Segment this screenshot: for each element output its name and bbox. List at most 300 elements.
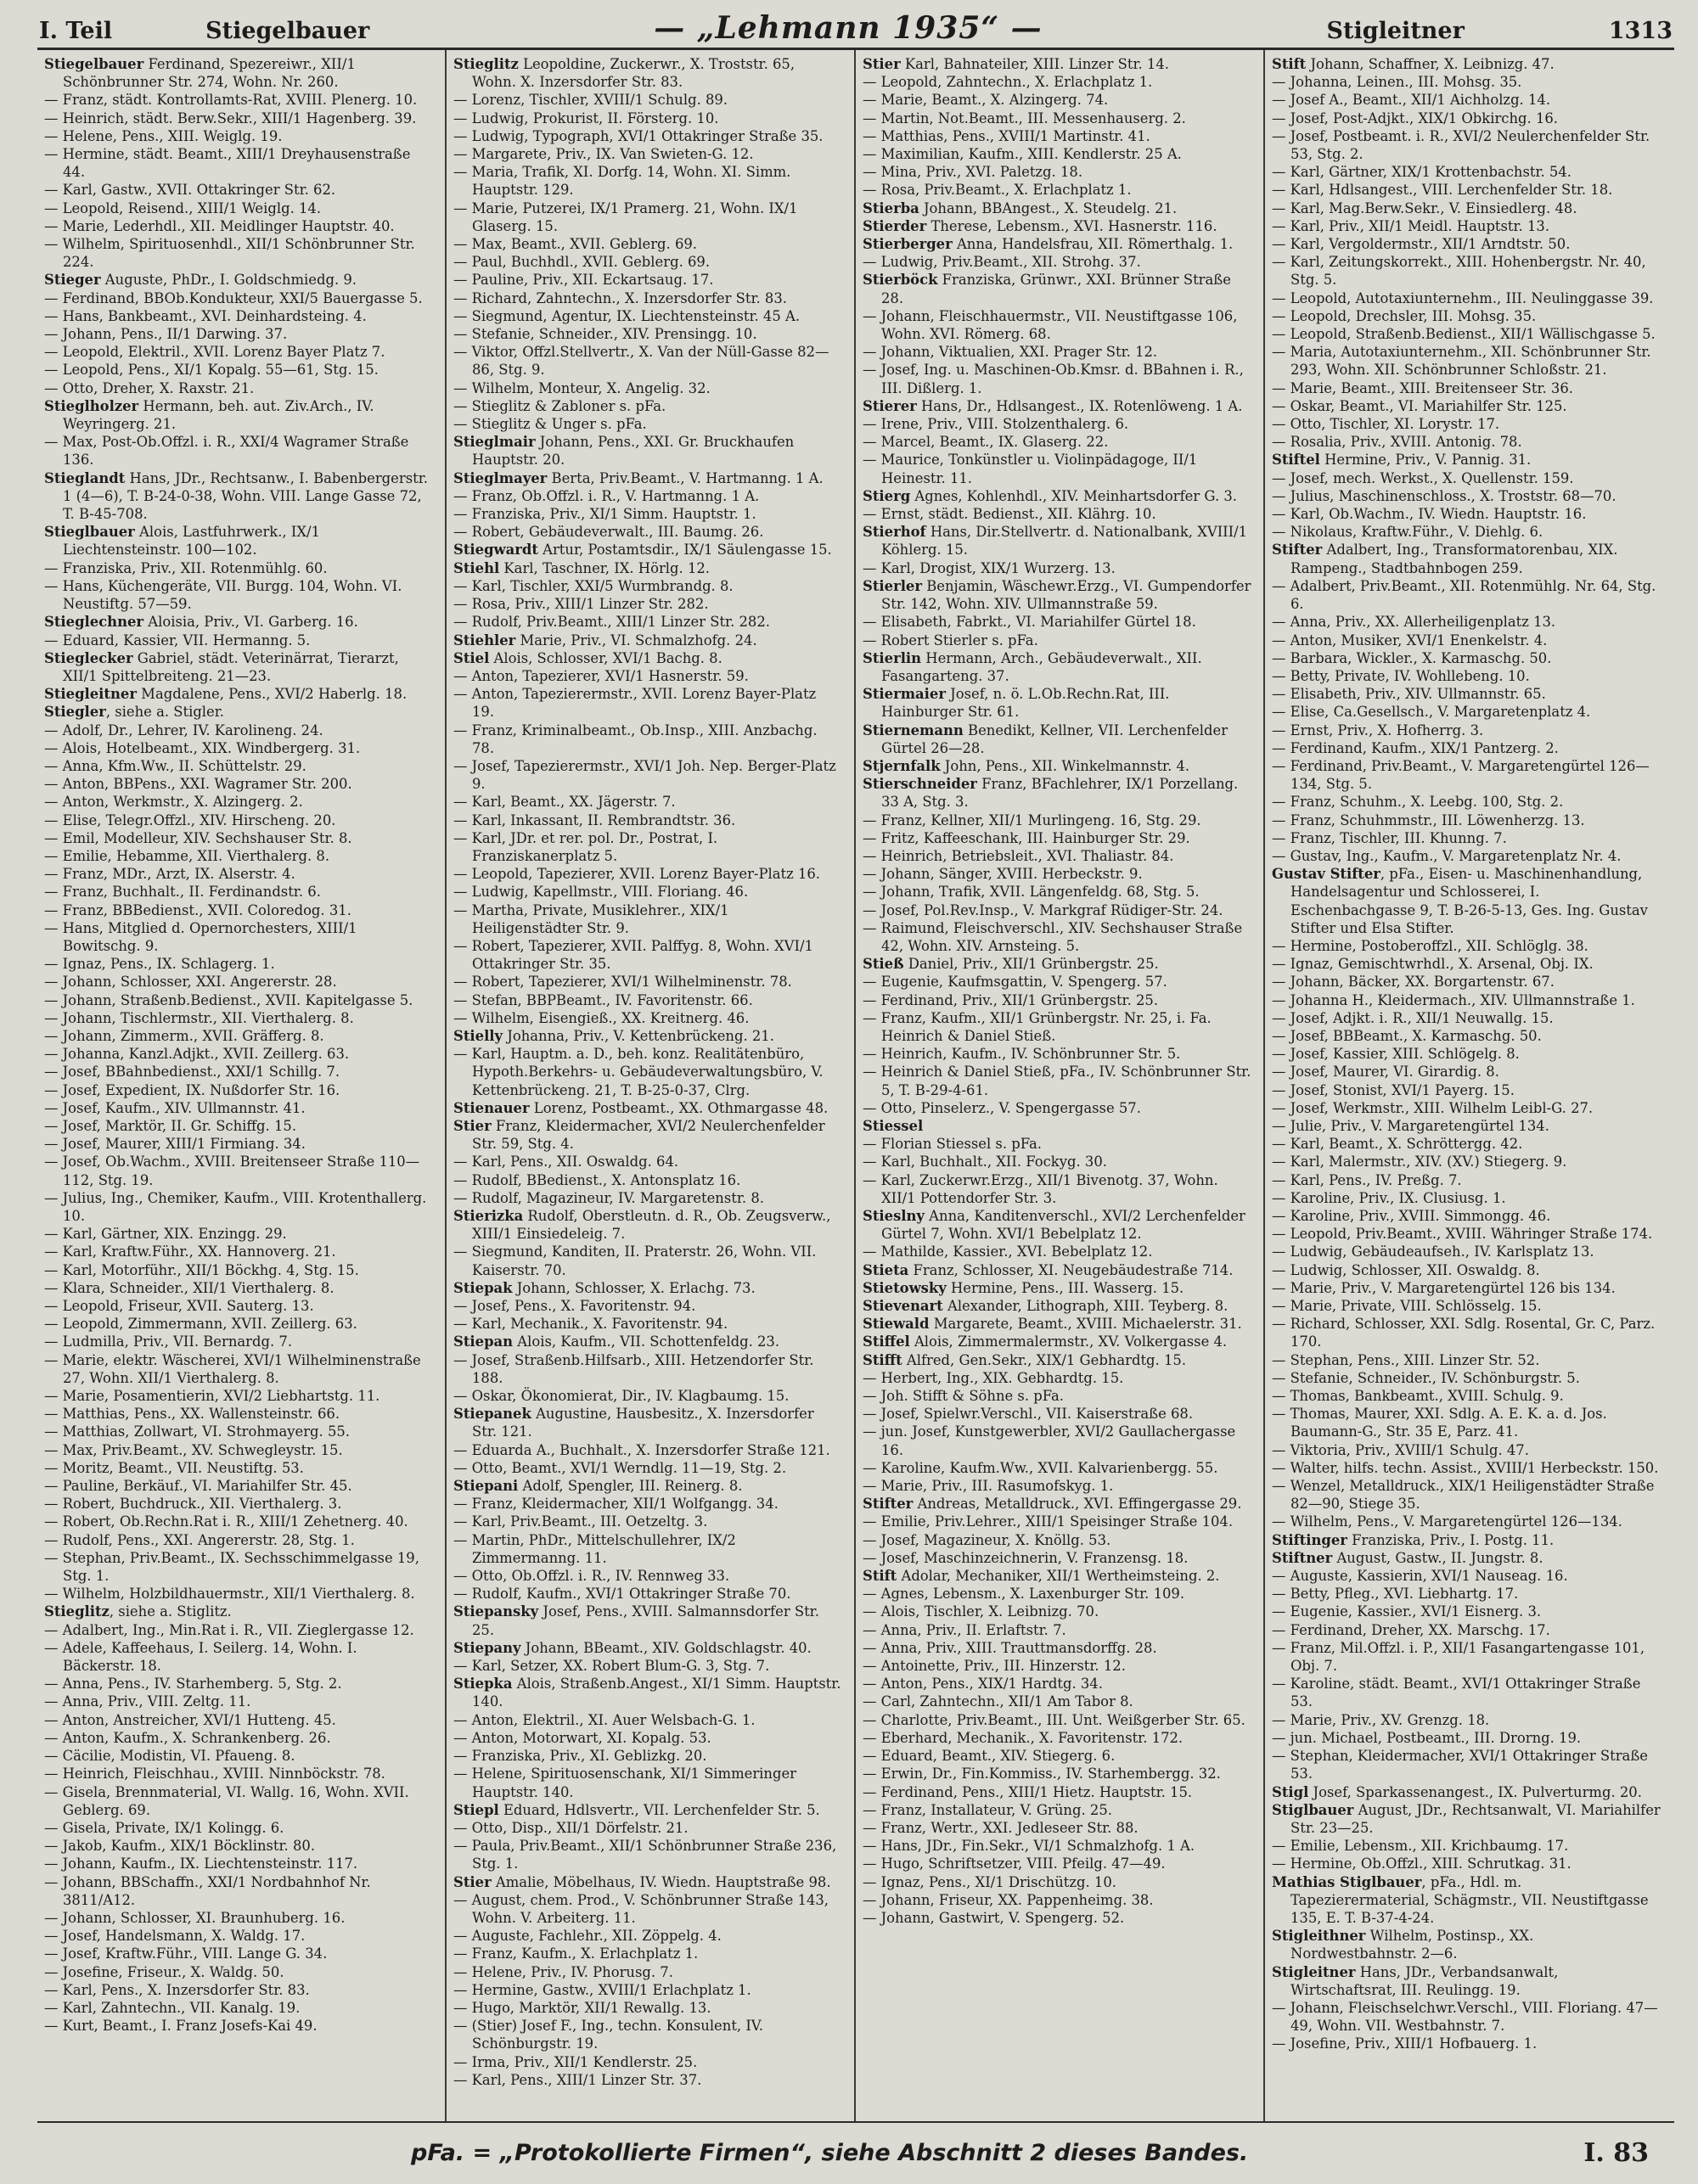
entry-details: — Alois, Hotelbeamt., XIX. Windbergerg. 31. <box>44 739 361 756</box>
directory-entry <box>44 523 433 559</box>
entry-details: — Gisela, Brennmaterial, VI. Wallg. 16, Wohn. XVII. Geblerg. 69. <box>44 1783 409 1818</box>
entry-details: — Heinrich, Kaufm., IV. Schönbrunner Str. 5. <box>863 1046 1181 1063</box>
directory-entry <box>863 1549 1251 1567</box>
directory-entry <box>453 2071 842 2089</box>
entry-details: Andreas, Metalldruck., XVI. Effingergasse 29. <box>913 1496 1242 1513</box>
entry-details: — Stephan, Kleidermacher, XVI/1 Ottakringer Straße 53. <box>1272 1748 1648 1783</box>
entry-details: Agnes, Kohlenhdl., XIV. Meinhartsdorfer G. 3. <box>910 487 1237 504</box>
entry-details: — Emilie, Hebamme, XII. Vierthalerg. 8. <box>44 847 330 864</box>
directory-entry <box>1272 397 1662 415</box>
directory-entry <box>1272 2035 1662 2052</box>
entry-details: Lorenz, Postbeamt., XX. Othmargasse 48. <box>529 1099 829 1116</box>
entry-details: — Karl, Priv.Beamt., III. Oetzeltg. 3. <box>453 1513 708 1530</box>
entry-details: — Pauline, Berkäuf., VI. Mariahilfer Str. 45. <box>44 1478 352 1495</box>
directory-entry <box>863 991 1251 1009</box>
directory-entry <box>863 1855 1251 1872</box>
entry-details: — Kurt, Beamt., I. Franz Josefs-Kai 49. <box>44 2018 318 2035</box>
entry-details: — Herbert, Ing., XIX. Gebhardtg. 15. <box>863 1369 1124 1386</box>
entry-surname: Stiftel <box>1272 452 1320 469</box>
directory-entry <box>453 937 842 973</box>
entry-surname: Stienauer <box>453 1099 530 1116</box>
entry-details: — Leopold, Drechsler, III. Mohsg. 35. <box>1272 307 1537 324</box>
entry-details: — Karl, Hdlsangest., VIII. Lerchenfelder Str. 18. <box>1272 182 1613 199</box>
entry-details: Auguste, PhDr., I. Goldschmiedg. 9. <box>100 272 357 289</box>
entry-details: Magdalene, Pens., XVI/2 Haberlg. 18. <box>136 686 408 703</box>
directory-entry <box>44 973 433 991</box>
entry-details: Franz, Schlosser, XI. Neugebäudestraße 714. <box>908 1261 1234 1278</box>
entry-details: , pFa., Hdl. m. Tapezierermaterial, Schägmstr., VII. Neustiftgasse 135, E. T. B-37-4-24. <box>1290 1873 1649 1926</box>
directory-entry <box>1272 613 1662 631</box>
directory-entry <box>1272 1063 1662 1081</box>
entry-details: — Marie, Putzerei, IX/1 Pramerg. 21, Wohn. IX/1 Glaserg. 15. <box>453 199 798 234</box>
entry-details: — Paul, Buchhdl., XVII. Geblerg. 69. <box>453 254 711 271</box>
entry-surname: Stier <box>453 1873 492 1890</box>
directory-entry <box>44 1045 433 1063</box>
entry-details: — Matthias, Zollwart, VI. Strohmayerg. 55. <box>44 1423 351 1440</box>
directory-entry <box>1272 451 1662 469</box>
entry-surname: Stiegleitner <box>44 686 137 703</box>
entry-details: — Karl, Setzer, XX. Robert Blum-G. 3, Stg. 7. <box>453 1658 770 1675</box>
entry-details: — jun. Josef, Kunstgewerbler, XVI/2 Gaullachergasse 16. <box>863 1423 1236 1458</box>
directory-entry <box>453 1567 842 1585</box>
directory-entry <box>863 1045 1251 1063</box>
directory-entry <box>44 649 433 685</box>
entry-details: — Stefanie, Schneider., XIV. Prensingg. 10. <box>453 326 757 343</box>
entry-details: — Johanna, Leinen., III. Mohsg. 35. <box>1272 74 1522 91</box>
directory-entry <box>1272 1027 1662 1045</box>
directory-entry <box>863 1405 1251 1423</box>
directory-entry <box>44 1963 433 1981</box>
entry-details: — Adalbert, Ing., Min.Rat i. R., VII. Zieglergasse 12. <box>44 1621 414 1638</box>
directory-entry <box>44 1909 433 1927</box>
entry-details: — Anton, Tapezierer, XVI/1 Hasnerstr. 59. <box>453 667 749 684</box>
entry-details: — Franz, städt. Kontrollamts-Rat, XVIII. Plenerg. 10. <box>44 92 418 109</box>
entry-details: Hans, JDr., Rechtsanw., I. Babenbergerstr. 1 (4—6), T. B-24-0-38, Wohn. VIII. Lange Gasse 72, T. B-45-708. <box>63 469 428 523</box>
directory-entry <box>453 109 842 127</box>
directory-entry <box>44 901 433 919</box>
directory-entry <box>1272 1801 1662 1837</box>
directory-entry <box>1272 469 1662 487</box>
directory-entry <box>453 1927 842 1945</box>
entry-details: — Johann, Trafik, XVII. Längenfeldg. 68, Stg. 5. <box>863 884 1200 901</box>
directory-entry <box>44 1477 433 1495</box>
entry-details: — Karl, Inkassant, II. Rembrandtstr. 36. <box>453 811 736 828</box>
entry-details: — Wenzel, Metalldruck., XIX/1 Heiligenstädter Straße 82—90, Stiege 35. <box>1272 1478 1655 1513</box>
directory-entry <box>863 523 1251 559</box>
entry-details: — Rudolf, BBedienst., X. Antonsplatz 16. <box>453 1171 741 1188</box>
entry-details: — Irma, Priv., XII/1 Kendlerstr. 25. <box>453 2053 698 2070</box>
directory-entry <box>1272 1531 1662 1549</box>
entry-details: Franz, Kleidermacher, XVI/2 Neulerchenfelder Str. 59, Stg. 4. <box>472 1117 825 1153</box>
entry-details: — Joh. Stifft & Söhne s. pFa. <box>863 1388 1064 1405</box>
directory-entry <box>863 1207 1251 1243</box>
directory-entry <box>1272 235 1662 253</box>
entry-surname: Stierler <box>863 577 922 594</box>
entry-details: Hermine, Pens., III. Wasserg. 15. <box>946 1279 1184 1296</box>
directory-entry <box>1272 1225 1662 1243</box>
entry-details: — Martha, Private, Musiklehrer., XIX/1 Heiligenstädter Str. 9. <box>453 901 729 936</box>
directory-entry <box>453 1585 842 1603</box>
directory-entry <box>863 1297 1251 1315</box>
entry-surname: Stierg <box>863 487 911 504</box>
directory-entry <box>453 613 842 631</box>
entry-details: — Matthias, Pens., XX. Wallensteinstr. 66. <box>44 1406 340 1423</box>
entry-details: — Eberhard, Mechanik., X. Favoritenstr. 172. <box>863 1729 1184 1746</box>
entry-details: — Otto, Disp., XII/1 Dörfelstr. 21. <box>453 1819 689 1836</box>
entry-details: — Mathilde, Kassier., XVI. Bebelplatz 12. <box>863 1244 1153 1260</box>
directory-entry <box>863 577 1251 613</box>
entry-details: — Gustav, Ing., Kaufm., V. Margaretenplatz Nr. 4. <box>1272 847 1622 864</box>
entry-surname: Stifter <box>863 1496 914 1513</box>
directory-entry <box>863 217 1251 235</box>
entry-details: — Franz, Ob.Offzl. i. R., V. Hartmanng. 1 A. <box>453 487 760 504</box>
page-footer <box>37 2121 1674 2174</box>
page-number: 1313 <box>1608 18 1673 44</box>
entry-details: — Wilhelm, Pens., V. Margaretengürtel 126—134. <box>1272 1513 1622 1530</box>
directory-entry <box>453 1837 842 1872</box>
entry-details: — Karl, Priv., XII/1 Meidl. Hauptstr. 13. <box>1272 217 1550 234</box>
directory-entry <box>1272 1387 1662 1405</box>
directory-entry <box>44 1315 433 1333</box>
directory-entry <box>453 487 842 505</box>
directory-entry <box>1272 1243 1662 1260</box>
entry-details: — Ludwig, Kapellmstr., VIII. Floriang. 46. <box>453 884 749 901</box>
directory-entry <box>44 1531 433 1549</box>
directory-entry <box>44 469 433 524</box>
directory-entry <box>1272 523 1662 541</box>
entry-surname: Stievenart <box>863 1298 943 1315</box>
directory-entry <box>863 1369 1251 1387</box>
directory-entry <box>1272 1711 1662 1729</box>
directory-entry <box>1272 1747 1662 1783</box>
directory-entry <box>863 1747 1251 1765</box>
directory-entry <box>863 1459 1251 1477</box>
directory-entry <box>44 1549 433 1585</box>
entry-details: — Wilhelm, Monteur, X. Angelig. 32. <box>453 379 711 396</box>
entry-details: — Rudolf, Kaufm., XVI/1 Ottakringer Straße 70. <box>453 1586 791 1603</box>
entry-details: — Leopold, Pens., XI/1 Kopalg. 55—61, Stg. 15. <box>44 362 379 379</box>
directory-entry <box>863 1477 1251 1495</box>
entry-details: Rudolf, Oberstleutn. d. R., Ob. Zeugsverw., XIII/1 Einsiedeleig. 7. <box>472 1208 831 1243</box>
entry-details: — Johann, Straßenb.Bedienst., XVII. Kapitelgasse 5. <box>44 991 413 1008</box>
directory-entry <box>44 757 433 775</box>
entry-details: — Leopold, Friseur, XVII. Sauterg. 13. <box>44 1298 314 1315</box>
directory-entry <box>453 397 842 415</box>
entry-details: — Barbara, Wickler., X. Karmaschg. 50. <box>1272 649 1552 666</box>
directory-entry <box>863 1171 1251 1207</box>
entry-details: — Cäcilie, Modistin, VI. Pfaueng. 8. <box>44 1748 295 1765</box>
directory-entry <box>863 415 1251 433</box>
directory-entry <box>863 1279 1251 1297</box>
entry-details: — Helene, Pens., XIII. Weiglg. 19. <box>44 127 283 144</box>
entry-details: — Eugenie, Kassier., XVI/1 Eisnerg. 3. <box>1272 1603 1542 1620</box>
entry-details: — Leopold, Autotaxiunternehm., III. Neulinggasse 39. <box>1272 289 1654 306</box>
directory-entry <box>1272 307 1662 325</box>
directory-entry <box>863 343 1251 361</box>
directory-entry <box>863 1909 1251 1927</box>
directory-entry <box>1272 1099 1662 1117</box>
entry-details: — Josef, BBBeamt., X. Karmaschg. 50. <box>1272 1027 1542 1044</box>
directory-entry <box>1272 1585 1662 1603</box>
entry-details: — Ludwig, Gebäudeaufseh., IV. Karlsplatz 13. <box>1272 1244 1594 1260</box>
entry-surname: Stifft <box>863 1351 902 1368</box>
entry-details: Alfred, Gen.Sekr., XIX/1 Gebhardtg. 15. <box>902 1351 1187 1368</box>
entry-details: — Ernst, Priv., X. Hofherrg. 3. <box>1272 721 1484 738</box>
entry-details: — Marie, Lederhdl., XII. Meidlinger Hauptstr. 40. <box>44 217 395 234</box>
entry-details: — Josef, Maurer, XIII/1 Firmiang. 34. <box>44 1136 306 1153</box>
entry-details: Hermine, Priv., V. Pannig. 31. <box>1319 452 1532 469</box>
entry-details: — Josefine, Friseur., X. Waldg. 50. <box>44 1963 284 1980</box>
entry-details: Daniel, Priv., XII/1 Grünbergstr. 25. <box>903 956 1159 973</box>
directory-entry <box>1272 163 1662 181</box>
directory-entry <box>453 2017 842 2052</box>
directory-entry <box>1272 1729 1662 1747</box>
directory-entry <box>44 199 433 217</box>
directory-entry <box>453 1243 842 1278</box>
directory-entry <box>863 55 1251 73</box>
directory-entry <box>44 1585 433 1603</box>
entry-details: — Wilhelm, Holzbildhauermstr., XII/1 Vierthalerg. 8. <box>44 1586 415 1603</box>
directory-entry <box>453 1765 842 1800</box>
directory-entry <box>453 1315 842 1333</box>
entry-details: — Anton, Tapezierermstr., XVII. Lorenz Bayer-Platz 19. <box>453 686 817 721</box>
directory-entry <box>863 1819 1251 1837</box>
directory-entry <box>1272 1567 1662 1585</box>
entry-details: — Heinrich, Betriebsleit., XVI. Thaliastr. 84. <box>863 847 1174 864</box>
entry-details: — Stefanie, Schneider., IV. Schönburgstr. 5. <box>1272 1369 1580 1386</box>
entry-details: — Leopold, Tapezierer, XVII. Lorenz Bayer-Platz 16. <box>453 866 821 883</box>
directory-entry <box>453 235 842 253</box>
entry-surname: Stiepani <box>453 1478 519 1495</box>
entry-details: — August, chem. Prod., V. Schönbrunner Straße 143, Wohn. V. Arbeiterg. 11. <box>453 1891 829 1926</box>
entry-details: — Josef, Kraftw.Führ., VIII. Lange G. 34. <box>44 1945 328 1962</box>
directory-entry <box>44 721 433 739</box>
directory-entry <box>453 505 842 523</box>
directory-entry <box>1272 1315 1662 1350</box>
entry-surname: Stift <box>863 1568 897 1585</box>
directory-entry <box>863 973 1251 991</box>
directory-entry <box>1272 1675 1662 1710</box>
directory-entry <box>1272 865 1662 937</box>
entry-details: Johann, Schlosser, X. Erlachg. 73. <box>512 1279 756 1296</box>
entry-details: Hans, Dr., Hdlsangest., IX. Rotenlöweng. 1 A. <box>916 397 1243 414</box>
entry-surname: Stieglecker <box>44 649 133 666</box>
directory-entry <box>453 163 842 199</box>
directory-entry <box>453 632 842 649</box>
entry-details: — Robert Stierler s. pFa. <box>863 632 1038 648</box>
entry-surname: Stifter <box>1272 542 1323 559</box>
entry-details: — Erwin, Dr., Fin.Kommiss., IV. Starhembergg. 32. <box>863 1766 1221 1783</box>
directory-entry <box>863 1387 1251 1405</box>
entry-details: — Max, Priv.Beamt., XV. Schwegleystr. 15. <box>44 1441 343 1458</box>
entry-surname: Stiehler <box>453 632 516 648</box>
entry-details: — Ferdinand, BBOb.Kondukteur, XXI/5 Bauergasse 5. <box>44 289 423 306</box>
directory-entry <box>1272 577 1662 613</box>
entry-details: — Karl, Malermstr., XIV. (XV.) Stiegerg. 9. <box>1272 1154 1567 1171</box>
entry-details: — Franz, Kleidermacher, XII/1 Wolfgangg. 34. <box>453 1496 779 1513</box>
directory-entry <box>1272 847 1662 865</box>
entry-details: — Florian Stiessel s. pFa. <box>863 1136 1042 1153</box>
directory-entry <box>863 865 1251 883</box>
entry-details: — Karl, Pens., IV. Preßg. 7. <box>1272 1171 1462 1188</box>
entry-details: — Anton, Pens., XIX/1 Hardtg. 34. <box>863 1676 1103 1693</box>
entry-details: — Josef, Straßenb.Hilfsarb., XIII. Hetzendorfer Str. 188. <box>453 1351 814 1386</box>
entry-surname: Stiftinger <box>1272 1531 1347 1548</box>
directory-entry <box>453 1333 842 1350</box>
entry-details: — Johann, Gastwirt, V. Spengerg. 52. <box>863 1909 1125 1926</box>
directory-entry <box>453 559 842 577</box>
entry-details: — Anton, Kaufm., X. Schrankenberg. 26. <box>44 1729 331 1746</box>
directory-entry <box>863 1351 1251 1369</box>
directory-entry <box>44 1279 433 1297</box>
entry-details: Gabriel, städt. Veterinärrat, Tierarzt, XII/1 Spittelbreiteng. 21—23. <box>63 649 399 684</box>
entry-details: — Otto, Tischler, XI. Lorystr. 17. <box>1272 416 1500 433</box>
directory-entry <box>863 685 1251 721</box>
directory-entry <box>453 793 842 811</box>
directory-entry <box>453 757 842 793</box>
directory-entry <box>1272 199 1662 217</box>
entry-details: — Irene, Priv., VIII. Stolzenthalerg. 6. <box>863 416 1129 433</box>
directory-entry <box>44 1603 433 1620</box>
directory-entry <box>1272 829 1662 847</box>
directory-entry <box>1272 1081 1662 1099</box>
entry-details: — Karl, Tischler, XXI/5 Wurmbrandg. 8. <box>453 577 734 594</box>
directory-entry <box>453 1513 842 1530</box>
directory-entry <box>1272 1117 1662 1135</box>
directory-entry <box>863 127 1251 145</box>
entry-details: Johann, Schaffner, X. Leibnizg. 47. <box>1306 56 1555 72</box>
entry-details: — Heinrich, städt. Berw.Sekr., XIII/1 Hagenberg. 39. <box>44 109 417 126</box>
entry-details: — Anna, Pens., IV. Starhemberg. 5, Stg. 2. <box>44 1676 342 1693</box>
directory-entry <box>453 145 842 163</box>
directory-entry <box>863 1423 1251 1458</box>
directory-entry <box>863 91 1251 109</box>
directory-entry <box>1272 1639 1662 1675</box>
entry-details: — Anton, Elektril., XI. Auer Welsbach-G. 1. <box>453 1711 756 1728</box>
directory-entry <box>863 1873 1251 1891</box>
entry-details: — Elise, Telegr.Offzl., XIV. Hirscheng. 20. <box>44 811 336 828</box>
directory-entry <box>453 379 842 397</box>
directory-entry <box>44 271 433 289</box>
directory-entry <box>1272 757 1662 793</box>
entry-details: — Wilhelm, Eisengieß., XX. Kreitnerg. 46. <box>453 1009 750 1026</box>
directory-entry <box>44 865 433 883</box>
entry-details: — Karl, Mechanik., X. Favoritenstr. 94. <box>453 1316 728 1333</box>
entry-details: — Hugo, Schriftsetzer, VIII. Pfeilg. 47—49. <box>863 1856 1166 1872</box>
directory-entry <box>863 271 1251 306</box>
entry-surname: Stiepanek <box>453 1406 531 1423</box>
entry-details: — Carl, Zahntechn., XII/1 Am Tabor 8. <box>863 1693 1133 1710</box>
directory-entry <box>863 487 1251 505</box>
entry-details: — Rudolf, Pens., XXI. Angererstr. 28, Stg. 1. <box>44 1531 355 1548</box>
directory-entry <box>44 1729 433 1747</box>
entry-surname: Stiegelbauer <box>44 56 144 72</box>
directory-entry <box>863 1783 1251 1801</box>
entry-details: — Max, Beamt., XVII. Geblerg. 69. <box>453 236 698 253</box>
directory-entry <box>863 649 1251 685</box>
page-header <box>37 10 1674 50</box>
directory-entry <box>1272 1927 1662 1962</box>
directory-entry <box>1272 793 1662 811</box>
directory-entry <box>453 685 842 721</box>
entry-details: — Rosa, Priv., XIII/1 Linzer Str. 282. <box>453 596 709 613</box>
directory-entry <box>453 1351 842 1387</box>
entry-surname: Stieslny <box>863 1208 925 1224</box>
entry-surname: Stigleitner <box>1272 1963 1356 1980</box>
entry-details: Johann, BBeamt., XIV. Goldschlagstr. 40. <box>520 1639 812 1656</box>
directory-entry <box>453 1387 842 1405</box>
directory-entry <box>1272 505 1662 523</box>
entry-details: — Eduarda A., Buchhalt., X. Inzersdorfer Straße 121. <box>453 1441 830 1458</box>
entry-details: Ferdinand, Spezereiwr., XII/1 Schönbrunner Str. 274, Wohn. Nr. 260. <box>63 56 356 91</box>
entry-details: — Adalbert, Priv.Beamt., XII. Rotenmühlg. Nr. 64, Stg. 6. <box>1272 577 1656 613</box>
directory-entry <box>44 1495 433 1513</box>
entry-details: — (Stier) Josef F., Ing., techn. Konsulent, IV. Schönburgstr. 19. <box>453 2018 763 2052</box>
directory-entry <box>863 1621 1251 1639</box>
entry-details: — Marie, Priv., V. Margaretengürtel 126 bis 134. <box>1272 1279 1616 1296</box>
entry-details: — Franz, Schuhm., X. Leebg. 100, Stg. 2. <box>1272 794 1564 811</box>
entry-details: Therese, Lebensm., XVI. Hasnerstr. 116. <box>926 217 1217 234</box>
directory-entry <box>44 991 433 1009</box>
directory-entry <box>1272 1855 1662 1872</box>
entry-details: — Johann, Tischlermstr., XII. Vierthalerg. 8. <box>44 1009 354 1026</box>
entry-details: — Ignaz, Pens., XI/1 Drischützg. 10. <box>863 1873 1116 1890</box>
entry-details: — Thomas, Bankbeamt., XVIII. Schulg. 9. <box>1272 1388 1564 1405</box>
directory-entry <box>1272 379 1662 397</box>
entry-details: — Margarete, Priv., IX. Van Swieten-G. 12. <box>453 146 754 163</box>
entry-surname: Stielly <box>453 1027 503 1044</box>
entry-details: — Richard, Zahntechn., X. Inzersdorfer Str. 83. <box>453 289 787 306</box>
entry-surname: Stierlin <box>863 649 922 666</box>
directory-entry <box>453 433 842 469</box>
directory-entry <box>453 1279 842 1297</box>
entry-details: Franziska, Priv., I. Postg. 11. <box>1347 1531 1555 1548</box>
entry-details: — Hans, Mitglied d. Opernorchesters, XIII/1 Bowitschg. 9. <box>44 919 357 954</box>
directory-entry <box>1272 1963 1662 1999</box>
directory-entry <box>453 289 842 307</box>
entry-details: Karl, Taschner, IX. Hörlg. 12. <box>499 559 711 576</box>
entry-details: — Josef, Kaufm., XIV. Ullmannstr. 41. <box>44 1099 306 1116</box>
entry-details: — Emil, Modelleur, XIV. Sechshauser Str. 8. <box>44 829 352 846</box>
directory-entry <box>1272 1189 1662 1207</box>
directory-entry <box>453 991 842 1009</box>
directory-entry <box>453 1981 842 1999</box>
directory-entry <box>453 1405 842 1440</box>
entry-details: Eduard, Hdlsvertr., VII. Lerchenfelder Str. 5. <box>498 1801 820 1818</box>
entry-details: — Karoline, Priv., IX. Clusiusg. 1. <box>1272 1189 1506 1206</box>
directory-entry <box>44 829 433 847</box>
entry-surname: Stiglbauer <box>1272 1801 1354 1818</box>
entry-details: — Stephan, Priv.Beamt., IX. Sechsschimmelgasse 19, Stg. 1. <box>44 1549 419 1585</box>
directory-entry <box>44 1873 433 1909</box>
entry-details: Alois, Zimmermalermstr., XV. Volkergasse 4. <box>909 1333 1228 1350</box>
entry-surname: Stieta <box>863 1261 909 1278</box>
entry-details: — Karl, Motorführ., XII/1 Böckhg. 4, Stg. 15. <box>44 1261 359 1278</box>
entry-details: — Anton, Werkmstr., X. Alzingerg. 2. <box>44 794 303 811</box>
entry-details: — Karl, Beamt., X. Schröttergg. 42. <box>1272 1136 1523 1153</box>
directory-entry <box>453 1603 842 1638</box>
directory-entry <box>1272 1297 1662 1315</box>
entry-surname: Stiel <box>453 649 490 666</box>
entry-surname: Stiepany <box>453 1639 521 1656</box>
entry-details: — Franziska, Priv., XI/1 Simm. Hauptstr. 1. <box>453 506 756 523</box>
directory-entry <box>1272 1873 1662 1928</box>
entry-details: Alois, Kaufm., VII. Schottenfeldg. 23. <box>513 1333 780 1350</box>
directory-entry <box>1272 649 1662 667</box>
directory-entry <box>44 1765 433 1783</box>
entry-details: — Thomas, Maurer, XXI. Sdlg. A. E. K. a. d. Jos. Baumann-G., Str. 35 E, Parz. 41. <box>1272 1406 1607 1440</box>
entry-details: — Otto, Beamt., XVI/1 Werndlg. 11—19, Stg. 2. <box>453 1459 787 1476</box>
